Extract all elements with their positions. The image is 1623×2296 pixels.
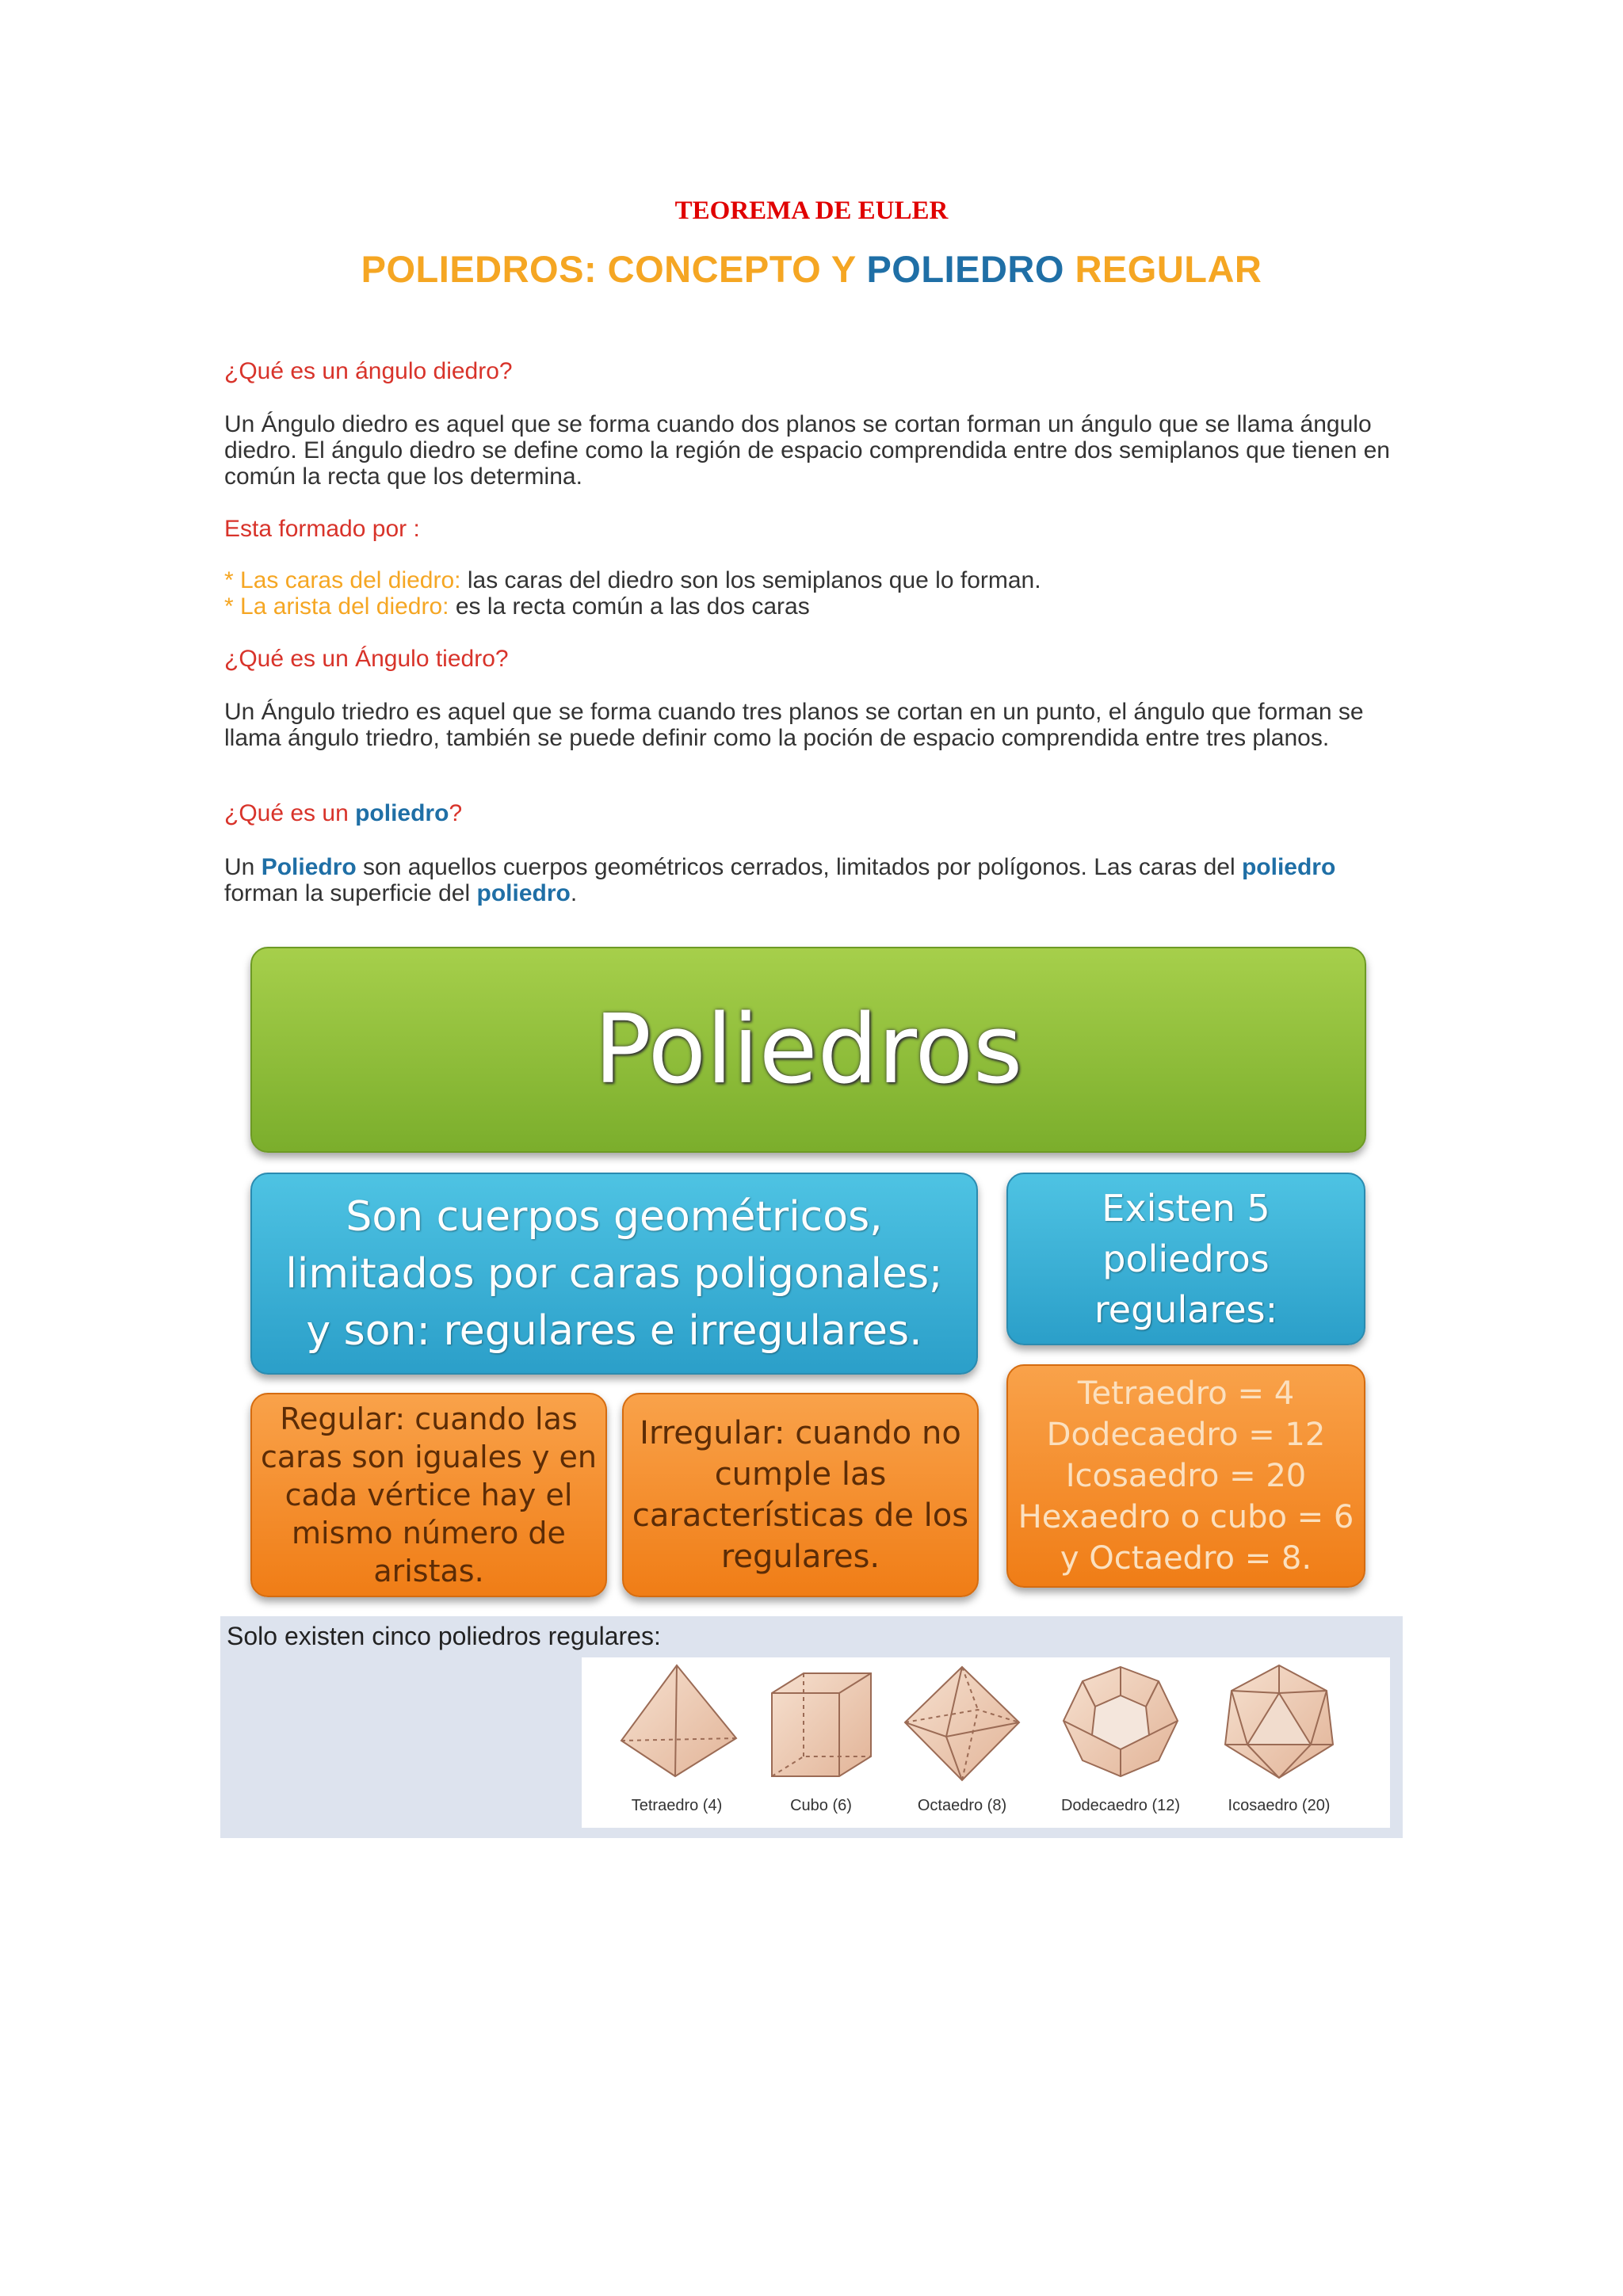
paragraph-triedro: Un Ángulo triedro es aquel que se forma cuando tres planos se cortan en un punto, el ángulo que forman se llama ángulo triedro, también se puede definir como la poción de espacio comprendida entre tres planos. bbox=[224, 699, 1364, 751]
icosahedron-shape bbox=[1225, 1665, 1333, 1778]
regular-line: caras son iguales y en bbox=[260, 1440, 598, 1474]
document-title: TEOREMA DE EULER bbox=[674, 196, 949, 225]
tetrahedron-shape bbox=[621, 1665, 736, 1776]
cube-shape bbox=[772, 1673, 871, 1776]
regular-list-box bbox=[1006, 1364, 1365, 1588]
bullet-arista-text: es la recta común a las dos caras bbox=[449, 593, 810, 620]
regular-list-item: y Octaedro = 8. bbox=[1060, 1540, 1312, 1577]
regular-line: Regular: cuando las bbox=[280, 1402, 578, 1436]
p3-text-1: Un bbox=[224, 854, 262, 880]
regular-list-item: Icosaedro = 20 bbox=[1065, 1458, 1307, 1494]
regular-list-item: Tetraedro = 4 bbox=[1077, 1375, 1295, 1412]
regular-box bbox=[250, 1393, 607, 1597]
definition-line: Son cuerpos geométricos, bbox=[346, 1192, 883, 1241]
p3-text-2: son aquellos cuerpos geométricos cerrados, limitados por polígonos. Las caras del bbox=[356, 854, 1242, 880]
solid-label-octaedro: Octaedro (8) bbox=[917, 1797, 1007, 1814]
regular-line: aristas. bbox=[373, 1554, 484, 1589]
existen-line: poliedros bbox=[1102, 1238, 1270, 1280]
dodecahedron-shape bbox=[1064, 1667, 1178, 1776]
definition-line: y son: regulares e irregulares. bbox=[306, 1306, 922, 1355]
question-poliedro-suffix: ? bbox=[449, 800, 463, 826]
irregular-line: regulares. bbox=[720, 1539, 880, 1575]
irregular-line: cumple las bbox=[714, 1456, 887, 1493]
main-title-part2: POLIEDRO bbox=[866, 248, 1064, 290]
solids-illustration bbox=[582, 1657, 1390, 1828]
p3-text-4: . bbox=[570, 880, 578, 906]
regular-list-item: Hexaedro o cubo = 6 bbox=[1018, 1499, 1354, 1535]
p3-word-3: poliedro bbox=[476, 880, 571, 906]
p3-word-2: poliedro bbox=[1241, 854, 1336, 880]
irregular-box bbox=[622, 1393, 979, 1597]
existen-box bbox=[1006, 1173, 1365, 1345]
question-diedro: ¿Qué es un ángulo diedro? bbox=[224, 358, 513, 384]
question-triedro: ¿Qué es un Ángulo tiedro? bbox=[224, 646, 509, 672]
existen-line: regulares: bbox=[1094, 1288, 1278, 1331]
main-title-part1: POLIEDROS: CONCEPTO Y bbox=[361, 248, 867, 290]
question-poliedro bbox=[224, 800, 1397, 826]
definition-line: limitados por caras poligonales; bbox=[285, 1249, 943, 1298]
solid-label-cubo: Cubo (6) bbox=[790, 1797, 852, 1814]
regular-list-item: Dodecaedro = 12 bbox=[1046, 1417, 1326, 1453]
solid-label-icosaedro: Icosaedro (20) bbox=[1228, 1797, 1331, 1814]
solid-label-tetraedro: Tetraedro (4) bbox=[631, 1797, 723, 1814]
irregular-line: características de los bbox=[632, 1497, 969, 1534]
regular-line: cada vértice hay el bbox=[285, 1478, 573, 1512]
bullet-arista-label: * La arista del diedro: bbox=[224, 593, 449, 620]
definition-box bbox=[250, 1173, 978, 1375]
bullet-caras bbox=[224, 567, 1397, 593]
esta-formado-label: Esta formado por : bbox=[224, 516, 420, 542]
paragraph-diedro: Un Ángulo diedro es aquel que se forma cuando dos planos se cortan forman un ángulo que se llama ángulo diedro. El ángulo diedro se define como la región de espacio comprendida entre dos semiplanos que tienen en común la recta que los determina. bbox=[224, 411, 1390, 490]
existen-line: Existen 5 bbox=[1102, 1187, 1270, 1230]
question-poliedro-prefix: ¿Qué es un bbox=[224, 800, 356, 826]
bullet-caras-label: * Las caras del diedro: bbox=[224, 567, 461, 593]
main-title bbox=[0, 247, 1623, 291]
solid-label-dodecaedro: Dodecaedro (12) bbox=[1060, 1797, 1181, 1814]
bullet-arista bbox=[224, 593, 1397, 620]
main-title-part3: REGULAR bbox=[1064, 248, 1262, 290]
bullet-caras-text: las caras del diedro son los semiplanos que lo forman. bbox=[460, 567, 1041, 593]
p3-word-1: Poliedro bbox=[261, 854, 357, 880]
question-poliedro-word: poliedro bbox=[355, 800, 449, 826]
irregular-line: Irregular: cuando no bbox=[640, 1415, 961, 1451]
solids-caption: Solo existen cinco poliedros regulares: bbox=[227, 1622, 661, 1650]
diagram-title: Poliedros bbox=[594, 994, 1023, 1105]
diagram-title-box bbox=[250, 947, 1366, 1153]
regular-line: mismo número de bbox=[292, 1516, 566, 1550]
paragraph-poliedro bbox=[224, 854, 1397, 906]
p3-text-3: forman la superficie del bbox=[224, 880, 477, 906]
octahedron-shape bbox=[905, 1667, 1019, 1780]
